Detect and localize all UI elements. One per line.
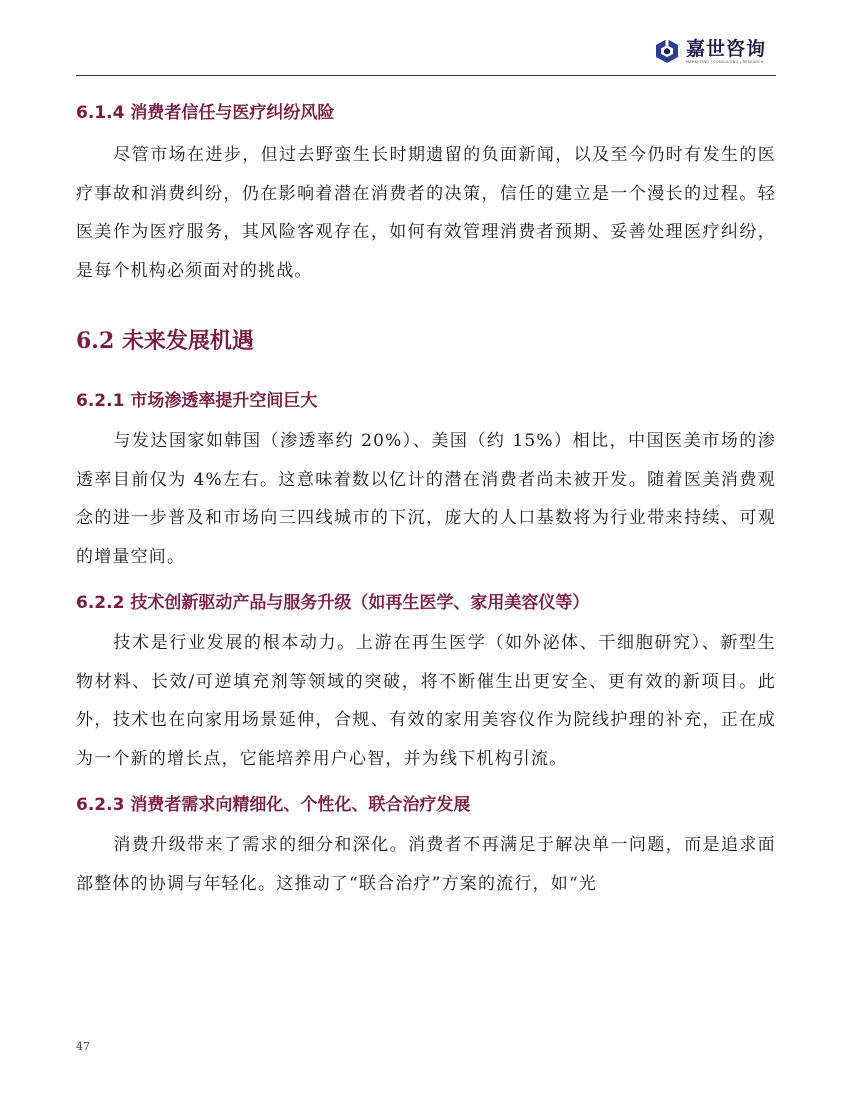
brand-name: 嘉世咨询 bbox=[686, 38, 767, 60]
brand-logo bbox=[654, 38, 778, 68]
paragraph-6-2-3: 消费升级带来了需求的细分和深化。消费者不再满足于解决单一问题，而是追求面部整体的协调与年轻化。这推动了“联合治疗”方案的流行，如“光 bbox=[76, 835, 776, 894]
brand-tagline: MARKETING | CONSULTING | RESEARCH bbox=[686, 60, 764, 64]
heading-6-2-3: 6.2.3 消费者需求向精细化、个性化、联合治疗发展 bbox=[76, 795, 471, 815]
heading-6-1-4: 6.1.4 消费者信任与医疗纠纷风险 bbox=[76, 103, 335, 123]
logo-mark-icon bbox=[654, 38, 680, 64]
page-header bbox=[0, 0, 850, 80]
heading-6-2-2: 6.2.2 技术创新驱动产品与服务升级（如再生医学、家用美容仪等） bbox=[76, 593, 590, 613]
heading-6-2-1: 6.2.1 市场渗透率提升空间巨大 bbox=[76, 391, 318, 411]
header-divider bbox=[76, 75, 776, 76]
paragraph-6-2-1: 与发达国家如韩国（渗透率约 20%）、美国（约 15%）相比，中国医美市场的渗透率目前仅为 4%左右。这意味着数以亿计的潜在消费者尚未被开发。随着医美消费观念的进一步普及和市场向三四线城市的下沉，庞大的人口基数将为行业带来持续、可观的增量空间。 bbox=[76, 431, 776, 567]
paragraph-6-1-4: 尽管市场在进步，但过去野蛮生长时期遗留的负面新闻，以及至今仍时有发生的医疗事故和消费纠纷，仍在影响着潜在消费者的决策，信任的建立是一个漫长的过程。轻医美作为医疗服务，其风险客观存在，如何有效管理消费者预期、妥善处理医疗纠纷，是每个机构必须面对的挑战。 bbox=[76, 145, 776, 281]
heading-6-2: 6.2 未来发展机遇 bbox=[76, 328, 254, 354]
page-number: 47 bbox=[76, 1040, 90, 1053]
paragraph-6-2-2: 技术是行业发展的根本动力。上游在再生医学（如外泌体、干细胞研究）、新型生物材料、长效/可逆填充剂等领域的突破，将不断催生出更安全、更有效的新项目。此外，技术也在向家用场景延伸，合规、有效的家用美容仪作为院线护理的补充，正在成为一个新的增长点，它能培养用户心智，并为线下机构引流。 bbox=[76, 633, 776, 769]
document-body bbox=[76, 98, 776, 903]
